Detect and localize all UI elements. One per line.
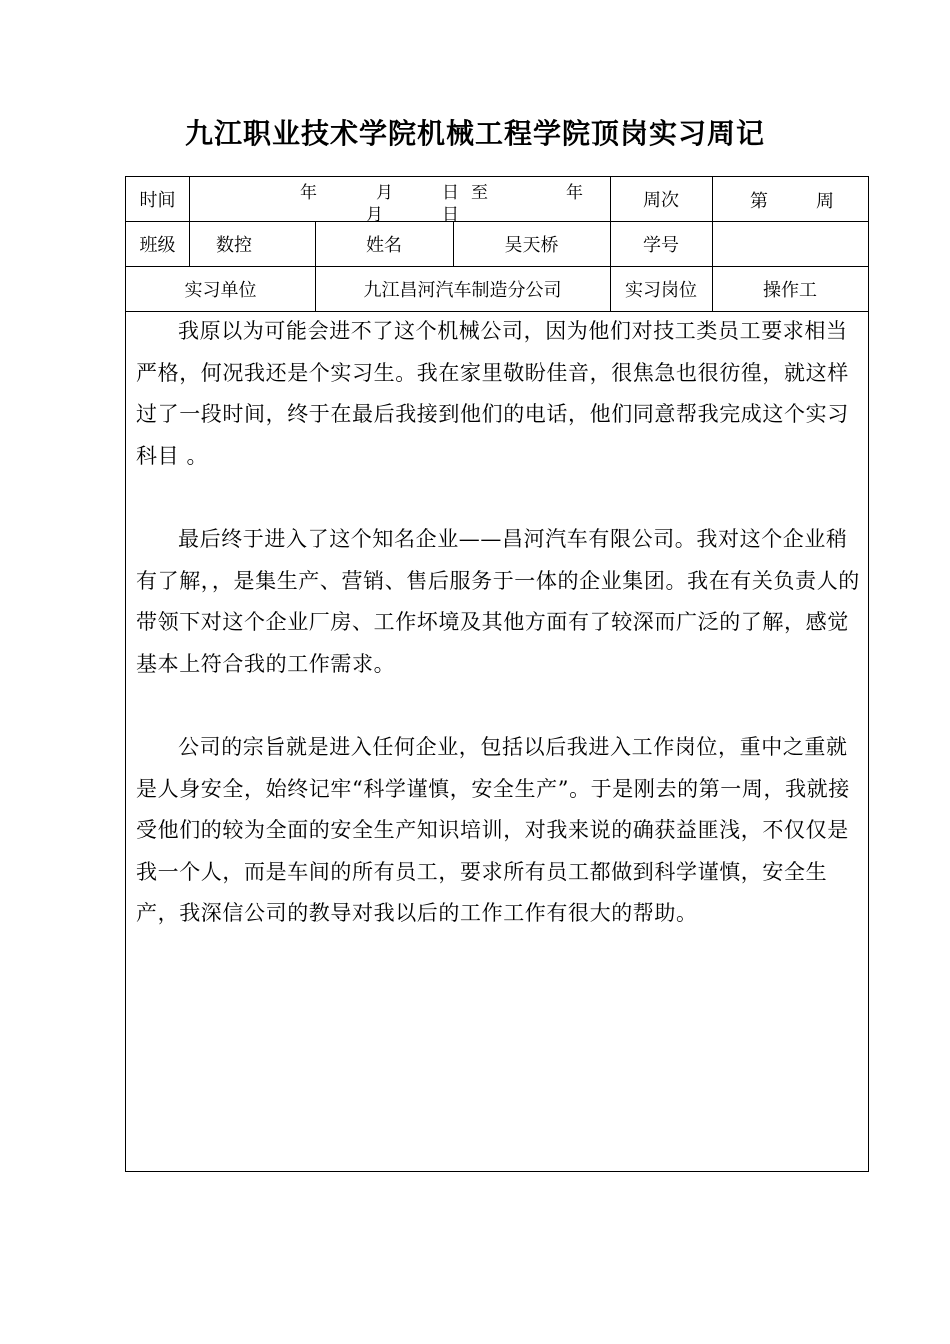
student-id-label: 学号 (643, 234, 679, 256)
week-prefix: 第 (750, 191, 768, 212)
name-label: 姓名 (366, 234, 402, 256)
journal-paragraph: 公司的宗旨就是进入任何企业，包括以后我进入工作岗位，重中之重就是人身安全，始终记牢“科学谨慎，安全生产”。于是刚去的第一周，我就接受他们的较为全面的安全生产知识培训，对我来说的确获益匪浅，不仅仅是我一个人，而是车间的所有员工，要求所有员工都做到科学谨慎，安全生产，我深信公司的教导对我以后的工作工作有很大的帮助。 (136, 735, 850, 925)
class-value[interactable]: 数控 (216, 234, 252, 256)
unit-value[interactable]: 九江昌河汽车制造分公司 (363, 279, 562, 301)
paragraph-gap (136, 477, 862, 519)
internship-weekly-form (125, 176, 869, 1172)
start-year-label: 年 (300, 183, 317, 203)
name-value[interactable]: 吴天桥 (504, 234, 559, 256)
journal-paragraph: 我原以为可能会进不了这个机械公司，因为他们对技工类员工要求相当严格，何况我还是个实习生。我在家里敬盼佳音，很焦急也很彷徨，就这样过了一段时间，终于在最后我接到他们的电话，他们同意帮我完成这个实习科目 。 (136, 319, 849, 468)
position-label: 实习岗位 (625, 279, 697, 301)
week-suffix: 周 (816, 191, 834, 212)
unit-label: 实习单位 (184, 279, 257, 301)
start-month-label: 月 (376, 183, 393, 203)
paragraph-gap (136, 685, 862, 727)
end-month-label: 月 (366, 205, 383, 225)
week-label: 周次 (643, 190, 679, 211)
journal-content[interactable] (136, 311, 862, 935)
start-day-label: 日 (442, 183, 459, 203)
range-to-label: 至 (471, 183, 488, 203)
class-label: 班级 (139, 234, 176, 256)
end-day-label: 日 (442, 205, 459, 225)
end-year-label: 年 (566, 183, 583, 203)
position-value[interactable]: 操作工 (763, 279, 817, 301)
journal-paragraph: 最后终于进入了这个知名企业——昌河汽车有限公司。我对这个企业稍有了解，，是集生产、营销、售后服务于一体的企业集团。我在有关负责人的带领下对这个企业厂房、工作坏境及其他方面有了较深而广泛的了解，感觉基本上符合我的工作需求。 (136, 527, 860, 676)
student-id-value[interactable] (712, 221, 868, 266)
time-label: 时间 (139, 190, 176, 211)
page-title: 九江职业技术学院机械工程学院顶岗实习周记 (184, 117, 765, 150)
time-range-field[interactable] (190, 177, 610, 225)
week-value-field[interactable] (712, 177, 868, 221)
